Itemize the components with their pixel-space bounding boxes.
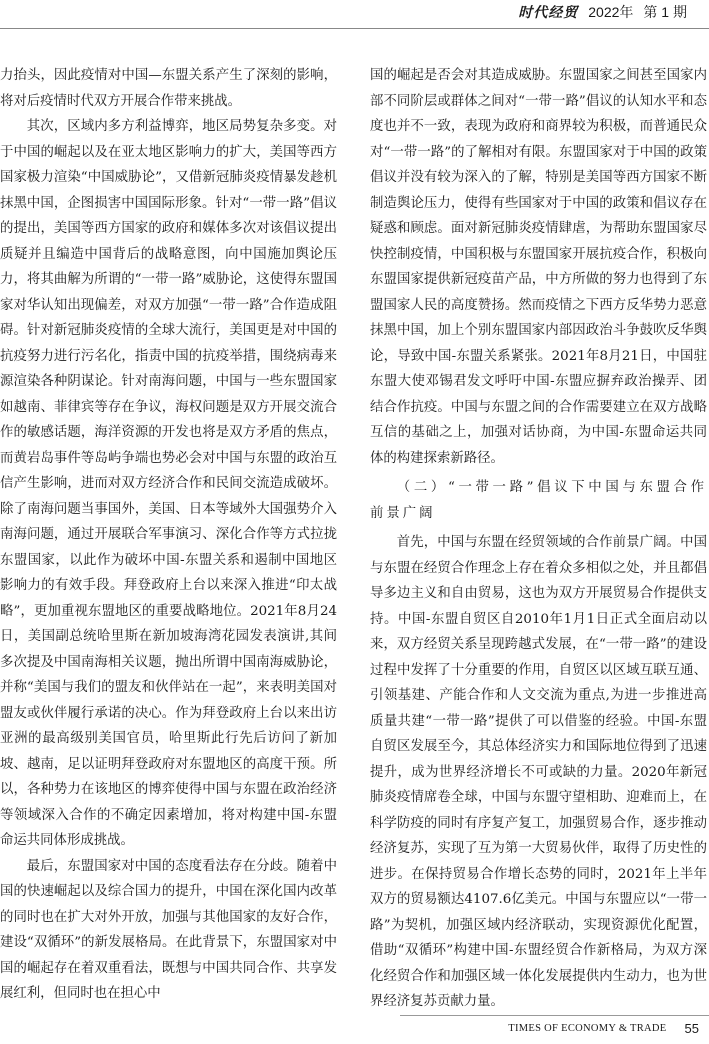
paragraph: 最后，东盟国家对中国的态度看法存在分歧。随着中国的快速崛起以及综合国力的提升，中国在深化国内改革的同时也在扩大对外开放，加强与其他国家的友好合作，建设“双循环”的新发展格局。在此背景下，东盟国家对中国的崛起存在着双重看法，既想与中国共同合作、共享发展红利，但同时也在担心中 — [0, 858, 337, 1001]
paragraph: 首先，中国与东盟在经贸领域的合作前景广阔。中国与东盟在经贸合作理念上存在着众多相似之处，并且都倡导多边主义和自由贸易，这也为双方开展贸易合作提供支持。中国-东盟自贸区自2010年1月1日正式全面启动以来，双方经贸关系呈现跨越式发展，在“一带一路”的建设过程中发挥了十分重要的作用，自贸区以区域互联互通、引领基建、产能合作和人文交流为重点,为进一步推进高质量共建“一带一路”提供了可以借鉴的经验。中国-东盟自贸区发展至今，其总体经济实力和国际地位得到了迅速提升，成为世界经济增长不可或缺的力量。2020年新冠肺炎疫情席卷全球，中国与东盟守望相助、迎难而上，在科学防疫的同时有序复产复工，加强贸易合作，逐步推动经济复苏，实现了互为第一大贸易伙伴，取得了历史性的进步。在保持贸易合作增长态势的同时，2021年上半年双方的贸易额达4107.6亿美元。中国与东盟应以“一带一路”为契机，加强区域内经济联动，实现资源优化配置，借助“双循环”构建中国-东盟经贸合作新格局，为双方深化经贸合作和加强区域一体化发展提供内生动力，也为世界经济复苏贡献力量。 — [370, 535, 707, 1009]
page-number: 55 — [684, 1021, 699, 1036]
page-footer — [508, 1021, 699, 1036]
paragraph: 国的崛起是否会对其造成威胁。东盟国家之间甚至国家内部不同阶层或群体之间对“一带一路”倡议的认知水平和态度也并不一致，表现为政府和商界较为积极，而普通民众对“一带一路”的了解相对有限。东盟国家对于中国的政策倡议并没有较为深入的了解，特别是美国等西方国家不断制造舆论压力，使得有些国家对于中国的政策和倡议存在疑惑和顾虑。面对新冠肺炎疫情肆虐，为帮助东盟国家尽快控制疫情，中国积极与东盟国家开展抗疫合作，积极向东盟国家提供新冠疫苗产品，中方所做的努力也得到了东盟国家人民的高度赞扬。然而疫情之下西方反华势力恶意抹黑中国，加上个别东盟国家内部因政治斗争鼓吹反华舆论，导致中国-东盟关系紧张。2021年8月21日，中国驻东盟大使邓锡君发文呼吁中国-东盟应摒弃政治操弄、团结合作抗疫。中国与东盟之间的合作需要建立在双方战略互信的基础之上，加强对话协商，为中国-东盟命运共同体的构建探索新路径。 — [370, 68, 707, 466]
journal-name: TIMES OF ECONOMY & TRADE — [508, 1023, 667, 1034]
journal-logo: 时代经贸 — [518, 5, 579, 21]
paragraph: 其次，区域内多方利益博弈，地区局势复杂多变。对于中国的崛起以及在亚太地区影响力的扩大，美国等西方国家极力渲染“中国威胁论”，又借新冠肺炎疫情暴发趁机抹黑中国，企图损害中国国际形象。针对“一带一路”倡议的提出，美国等西方国家的政府和媒体多次对该倡议提出质疑并且编造中国背后的战略意图，向中国施加舆论压力，将其曲解为所谓的“一带一路”威胁论，这使得东盟国家对华认知出现偏差，对双方加强“一带一路”合作造成阻碍。针对新冠肺炎疫情的全球大流行，美国更是对中国的抗疫努力进行污名化，指责中国的抗疫举措，围绕病毒来源渲染各种阴谋论。针对南海问题，中国与一些东盟国家如越南、菲律宾等存在争议，海权问题是双方开展交流合作的敏感话题，海洋资源的开发也将是双方矛盾的焦点，而黄岩岛事件等岛屿争端也势必会对中国与东盟的政治互信产生影响，进而对双方经济合作和民间交流造成破坏。除了南海问题当事国外，美国、日本等域外大国强势介入南海问题，通过开展联合军事演习、深化合作等方式拉拢东盟国家，以此作为破坏中国-东盟关系和遏制中国地区影响力的有效手段。拜登政府上台以来深入推进“印太战略”，更加重视东盟地区的重要战略地位。2021年8月24日，美国副总统哈里斯在新加坡海湾花园发表演讲,其间多次提及中国南海相关议题，抛出所谓中国南海威胁论，并称“美国与我们的盟友和伙伴站在一起”，来表明美国对盟友或伙伴履行承诺的决心。作为拜登政府上台以来出访亚洲的最高级别美国官员，哈里斯此行先后访问了新加坡、越南，足以证明拜登政府对东盟地区的高度干预。所以，各种势力在该地区的博弈使得中国与东盟在政治经济等领域深入合作的不确定因素增加，将对构建中国-东盟命运共同体形成挑战。 — [0, 119, 337, 848]
left-column — [0, 63, 337, 1007]
header-rule — [0, 28, 709, 29]
right-column — [370, 63, 707, 1015]
issue-number: 第 1 期 — [643, 4, 687, 20]
paragraph: 力抬头，因此疫情对中国—东盟关系产生了深刻的影响，将对后疫情时代双方开展合作带来挑战。 — [0, 68, 337, 109]
page-header — [518, 0, 687, 24]
footer-rule — [400, 1015, 709, 1016]
section-heading: （二）“一带一路”倡议下中国与东盟合作前景广阔 — [370, 480, 707, 521]
issue-year: 2022年 — [588, 4, 634, 20]
